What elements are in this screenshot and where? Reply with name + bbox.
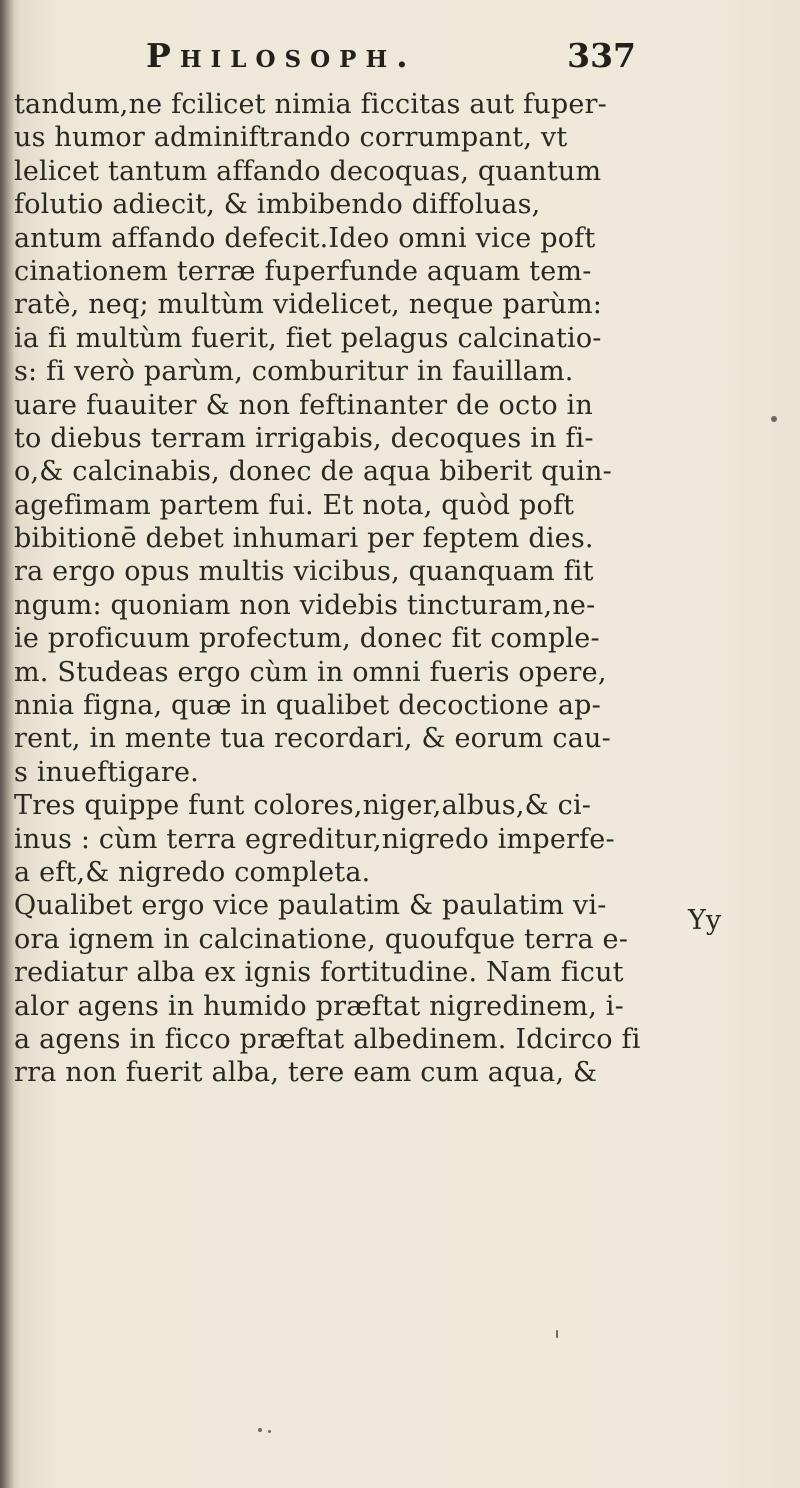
paper-speck — [556, 1330, 558, 1338]
text-line: Tres quippe funt colores,niger,albus,& ci- — [14, 790, 592, 822]
paper-speck — [771, 416, 777, 422]
text-line: uare fuauiter & non feftinanter de octo in — [14, 389, 593, 421]
text-line: s: fi verò parùm, comburitur in fauillam. — [14, 356, 574, 388]
text-line: ngum: quoniam non videbis tincturam,ne- — [14, 589, 596, 621]
text-line: lelicet tantum affando decoquas, quantum — [14, 155, 602, 187]
gutter-shadow — [0, 0, 14, 1488]
paper-speck — [258, 1428, 262, 1432]
text-line: rent, in mente tua recordari, & eorum cau- — [14, 723, 611, 755]
text-line: ratè, neq; multùm videlicet, neque parùm: — [14, 289, 603, 321]
page-number: 337 — [567, 36, 636, 75]
text-line: Qualibet ergo vice paulatim & paulatim vi- — [14, 890, 607, 922]
text-line: bibitionē debet inhumari per feptem dies. — [14, 523, 594, 555]
text-line: a eft,& nigredo completa. — [14, 856, 371, 888]
text-line: cinationem terræ fuperfunde aquam tem- — [14, 255, 592, 287]
text-line: ia fi multùm fuerit, fiet pelagus calcinatio- — [14, 322, 602, 354]
paper-speck — [268, 1430, 271, 1433]
text-line: tandum,ne fcilicet nimia ficcitas aut fuper- — [14, 89, 607, 120]
text-line: a agens in ficco præftat albedinem. Idcirco fi — [14, 1023, 641, 1055]
running-title: Philosoph. — [146, 36, 417, 75]
text-line: antum affando defecit.Ideo omni vice poft — [14, 222, 596, 254]
text-line: rediatur alba ex ignis fortitudine. Nam ficut — [14, 957, 624, 989]
text-line: alor agens in humido præftat nigredinem, i- — [14, 990, 624, 1022]
text-line: ora ignem in calcinatione, quoufque terra e- — [14, 923, 629, 955]
text-line: m. Studeas ergo cùm in omni fueris opere, — [14, 656, 607, 688]
text-line: to diebus terram irrigabis, decoques in fi- — [14, 422, 594, 454]
text-line: agefimam partem fui. Et nota, quòd poft — [14, 489, 575, 521]
text-line: ie proficuum profectum, donec fit comple- — [14, 623, 600, 655]
text-line: ra ergo opus multis vicibus, quanquam fit — [14, 556, 594, 588]
running-head — [146, 36, 636, 80]
text-line: s inueftigare. — [14, 756, 199, 788]
catchword: Yy — [688, 905, 722, 936]
text-line: nnia figna, quæ in qualibet decoctione ap- — [14, 690, 601, 722]
text-line: folutio adiecit, & imbibendo diffoluas, — [14, 189, 541, 221]
text-line: inus : cùm terra egreditur,nigredo imperfe- — [14, 823, 615, 855]
text-line: us humor adminiftrando corrumpant, vt — [14, 122, 568, 154]
text-line: rra non fuerit alba, tere eam cum aqua, & — [14, 1057, 598, 1089]
text-line: o,& calcinabis, donec de aqua biberit quin- — [14, 456, 612, 488]
body-text — [14, 88, 794, 1090]
